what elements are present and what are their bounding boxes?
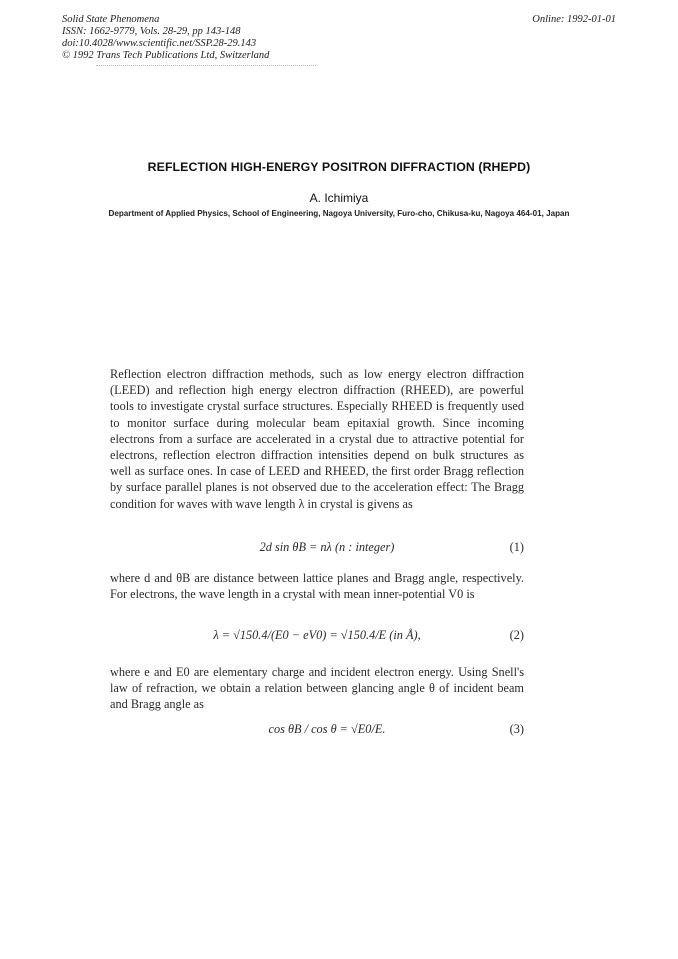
- faint-scan-line: [96, 65, 316, 70]
- issn-line: ISSN: 1662-9779, Vols. 28-29, pp 143-148: [62, 26, 241, 37]
- journal-name: Solid State Phenomena: [62, 14, 160, 25]
- online-date: Online: 1992-01-01: [532, 14, 616, 25]
- equation-2-number: (2): [509, 628, 524, 642]
- equation-1: [110, 540, 524, 558]
- journal-header: [62, 14, 269, 62]
- paper-affiliation: Department of Applied Physics, School of Engineering, Nagoya University, Furo-cho, Chikusa-ku, Nagoya 464-01, Japan: [108, 209, 570, 218]
- paper-title: REFLECTION HIGH-ENERGY POSITRON DIFFRACTION (RHEPD): [147, 160, 531, 174]
- doi-line: doi:10.4028/www.scientific.net/SSP.28-29.143: [62, 38, 257, 49]
- equation-3: [110, 722, 524, 740]
- equation-1-body: 2d sin θB = nλ (n : integer): [259, 540, 395, 554]
- equation-3-number: (3): [509, 722, 524, 736]
- body-paragraph-3: where e and E0 are elementary charge and incident electron energy. Using Snell's law of refraction, we obtain a relation between glancing angle θ of incident beam and Bragg angle as: [110, 665, 524, 712]
- equation-2: [110, 628, 524, 646]
- equation-1-number: (1): [509, 540, 524, 554]
- body-paragraph-2: where d and θB are distance between lattice planes and Bragg angle, respectively. For electrons, the wave length in a crystal with mean inner-potential V0 is: [110, 571, 524, 602]
- paper-author: A. Ichimiya: [309, 191, 369, 205]
- equation-2-body: λ = √150.4/(E0 − eV0) = √150.4/E (in Å),: [213, 628, 421, 642]
- body-paragraph-1: Reflection electron diffraction methods, such as low energy electron diffraction (LEED) and reflection high energy electron diffraction (RHEED), are powerful tools to investigate crystal surface structures. Especially RHEED is frequently used to monitor surface during molecular beam epitaxial growth. Since incoming electrons from a surface are accelerated in a crystal due to attractive potential for electrons, reflection electron diffraction intensities depend on bulk structures as well as surface ones. In case of LEED and RHEED, the first order Bragg reflection by surface parallel planes is not observed due to the acceleration effect: The Bragg condition for waves with wave length λ in crystal is givens as: [110, 367, 524, 511]
- equation-3-body: cos θB / cos θ = √E0/E.: [268, 722, 386, 736]
- copyright-line: © 1992 Trans Tech Publications Ltd, Switzerland: [62, 50, 270, 61]
